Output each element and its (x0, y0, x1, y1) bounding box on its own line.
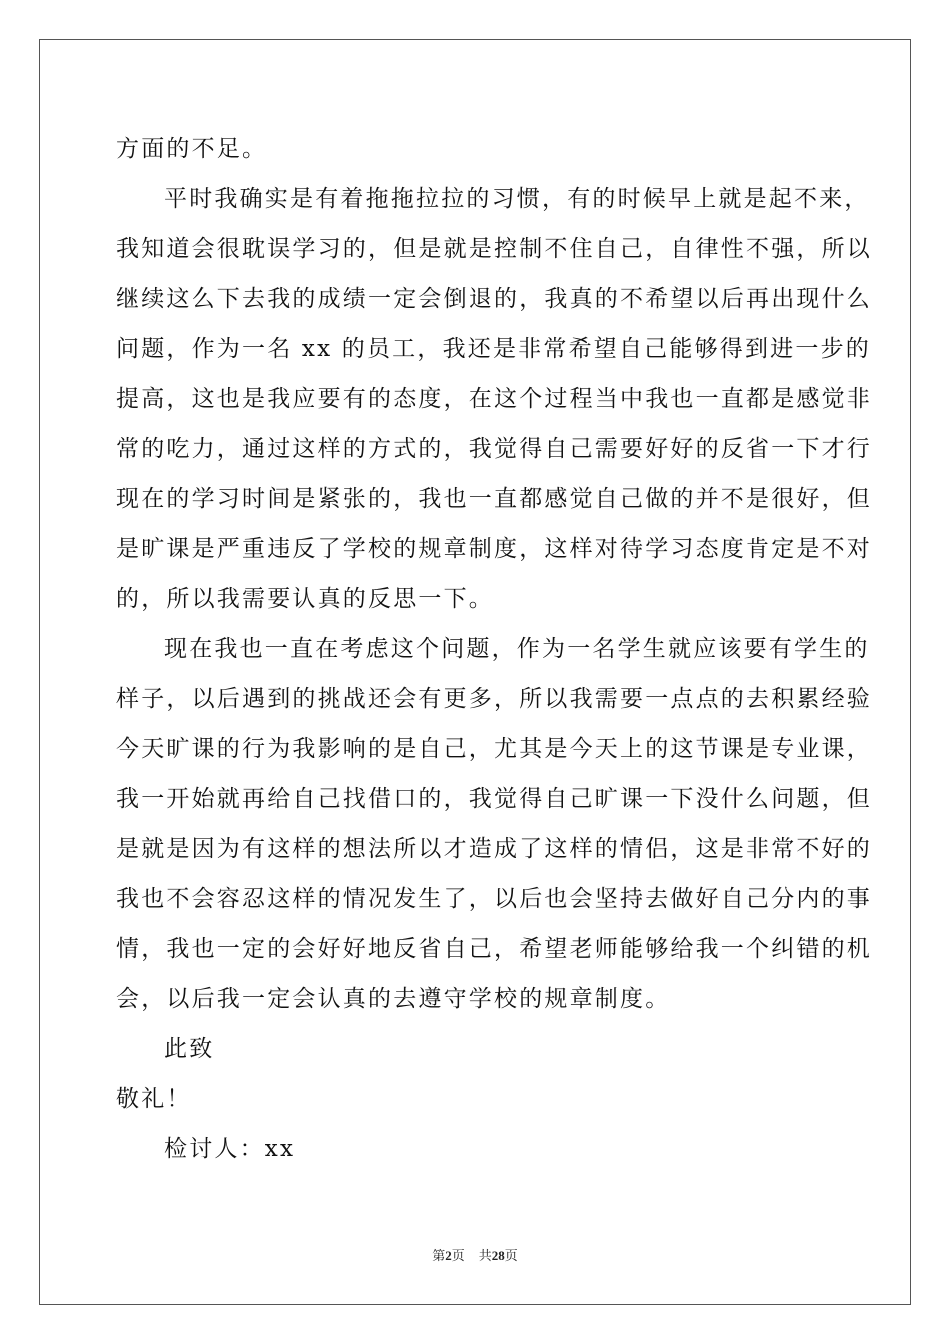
text-line: 现在的学习时间是紧张的，我也一直都感觉自己做的并不是很好，但 (116, 486, 872, 512)
page-unit: 页 (451, 1248, 465, 1263)
text-line: 我也不会容忍这样的情况发生了，以后也会坚持去做好自己分内的事 (116, 886, 872, 912)
paragraph-start-line: 平时我确实是有着拖拖拉拉的习惯，有的时候早上就是起不来， (164, 186, 870, 212)
text-line: 情，我也一定的会好好地反省自己，希望老师能够给我一个纠错的机 (116, 936, 872, 962)
total-unit: 页 (504, 1248, 518, 1263)
page-total: 28 (491, 1248, 505, 1263)
text-line: 的，所以我需要认真的反思一下。 (116, 586, 494, 612)
closing-salutation: 此致 (164, 1036, 215, 1062)
text-line: 样子，以后遇到的挑战还会有更多，所以我需要一点点的去积累经验 (116, 686, 872, 712)
text-line: 会，以后我一定会认真的去遵守学校的规章制度。 (116, 986, 671, 1012)
signature-line: 检讨人：xx (164, 1136, 296, 1162)
text-line: 继续这么下去我的成绩一定会倒退的，我真的不希望以后再出现什么 (116, 286, 872, 312)
page-current: 2 (445, 1248, 452, 1263)
page-footer (0, 1245, 950, 1264)
text-line: 是就是因为有这样的想法所以才造成了这样的情侣，这是非常不好的 (116, 836, 872, 862)
total-prefix: 共 (478, 1248, 492, 1263)
text-line: 我知道会很耽误学习的，但是就是控制不住自己，自律性不强，所以 (116, 236, 872, 262)
text-line: 常的吃力，通过这样的方式的，我觉得自己需要好好的反省一下才行 (116, 436, 872, 462)
page-prefix: 第 (432, 1248, 446, 1263)
paragraph-start-line: 现在我也一直在考虑这个问题，作为一名学生就应该要有学生的 (164, 636, 870, 662)
text-line: 问题，作为一名 xx 的员工，我还是非常希望自己能够得到进一步的 (116, 336, 871, 362)
text-line: 方面的不足。 (116, 136, 268, 162)
text-line: 是旷课是严重违反了学校的规章制度，这样对待学习态度肯定是不对 (116, 536, 872, 562)
text-line: 今天旷课的行为我影响的是自己，尤其是今天上的这节课是专业课， (116, 736, 872, 762)
text-line: 提高，这也是我应要有的态度，在这个过程当中我也一直都是感觉非 (116, 386, 872, 412)
text-line: 我一开始就再给自己找借口的，我觉得自己旷课一下没什么问题，但 (116, 786, 872, 812)
closing-regards: 敬礼！ (116, 1086, 192, 1112)
